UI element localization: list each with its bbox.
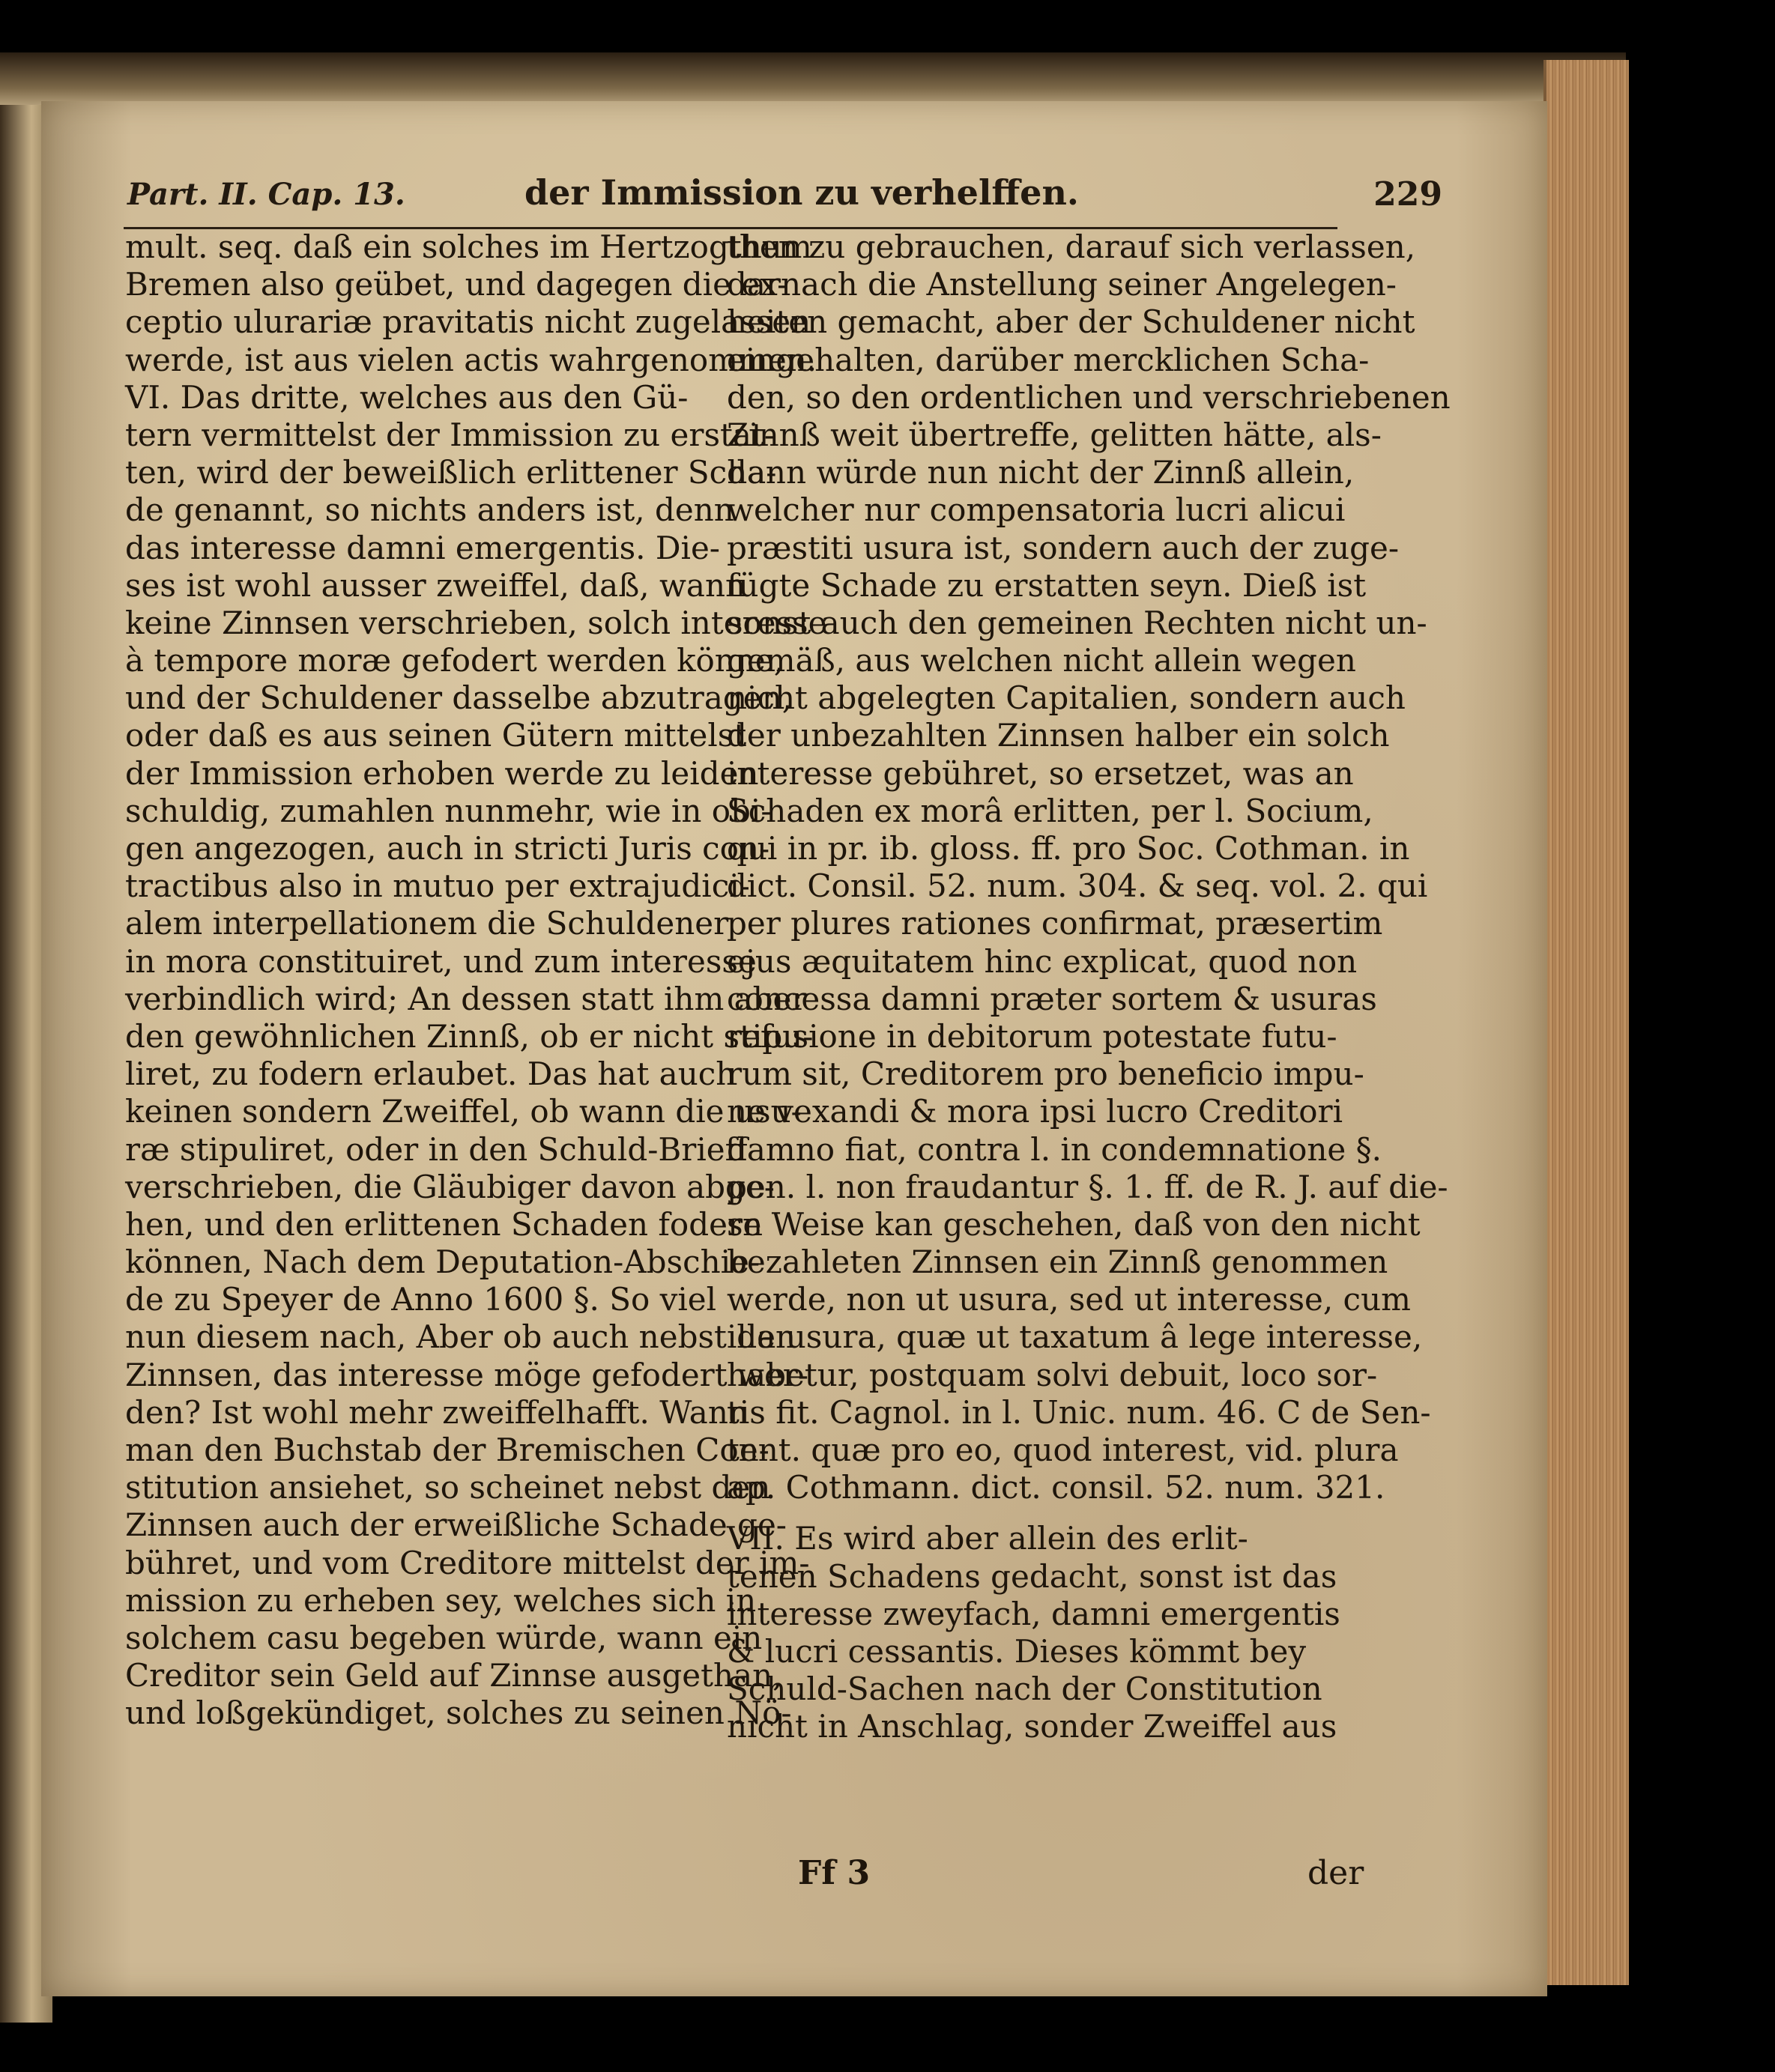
text-line: rum sit, Creditorem pro beneficio impu-: [727, 1055, 1364, 1093]
text-line: qui in pr. ib. gloss. ff. pro Soc. Cothman. in: [727, 830, 1410, 867]
text-line: sonst auch den gemeinen Rechten nicht un-: [727, 604, 1427, 641]
text-line: der Immission erhoben werde zu leiden: [125, 754, 759, 792]
page-number: 229: [1373, 175, 1442, 213]
text-line: ap. Cothmann. dict. consil. 52. num. 321.: [727, 1469, 1385, 1506]
text-line: dict. Consil. 52. num. 304. & seq. vol. 2. qui: [727, 867, 1428, 905]
text-line: den gewöhnlichen Zinnß, ob er nicht stipu-: [125, 1017, 814, 1055]
text-line: ræ stipuliret, oder in den Schuld-Brieff: [125, 1130, 748, 1168]
text-line: nun diesem nach, Aber ob auch nebst den: [125, 1318, 796, 1356]
text-line: Zinnsen, das interesse möge gefodert wer-: [125, 1356, 809, 1393]
text-line: ten, wird der beweißlich erlittener Scha-: [125, 454, 777, 491]
text-line: de zu Speyer de Anno 1600 §. So viel: [125, 1281, 717, 1318]
text-line: tern vermittelst der Immission zu erstat-: [125, 416, 775, 453]
text-line: concessa damni præter sortem & usuras: [727, 980, 1377, 1017]
text-line: illa usura, quæ ut taxatum â lege interesse,: [727, 1318, 1423, 1356]
text-line: interesse gebühret, so ersetzet, was an: [727, 754, 1354, 792]
text-line: à tempore moræ gefodert werden könne,: [125, 642, 784, 679]
text-line: alem interpellationem die Schuldener: [125, 905, 729, 942]
text-line: præstiti usura ist, sondern auch der zuge-: [727, 529, 1400, 566]
text-line: verschrieben, die Gläubiger davon abge-: [125, 1168, 775, 1205]
text-line: & lucri cessantis. Dieses kömmt bey: [727, 1632, 1307, 1670]
text-line: ne vexandi & mora ipsi lucro Creditori: [727, 1093, 1343, 1130]
text-line: mission zu erheben sey, welches sich in: [125, 1581, 757, 1619]
text-line: interesse zweyfach, damni emergentis: [727, 1595, 1340, 1632]
text-line: VII. Es wird aber allein des erlit-: [727, 1520, 1248, 1557]
text-line: Schuld-Sachen nach der Constitution: [727, 1670, 1322, 1708]
book-fore-edge: [1543, 60, 1629, 1985]
text-line: verbindlich wird; An dessen statt ihm aber: [125, 980, 807, 1017]
text-line: de genannt, so nichts anders ist, denn: [125, 491, 734, 529]
text-line: darnach die Anstellung seiner Angelegen-: [727, 266, 1397, 303]
text-line: habetur, postquam solvi debuit, loco sor-: [727, 1356, 1378, 1393]
text-line: tenen Schadens gedacht, sonst ist das: [727, 1557, 1337, 1595]
text-line: Creditor sein Geld auf Zinnse ausgethan,: [125, 1657, 783, 1694]
text-line: ceptio ulurariæ pravitatis nicht zugelassen: [125, 303, 811, 341]
text-line: man den Buchstab der Bremischen Con-: [125, 1432, 769, 1468]
catchword: der: [1307, 1854, 1364, 1892]
text-line: nicht abgelegten Capitalien, sondern auch: [727, 679, 1406, 717]
text-line: per plures rationes confirmat, præsertim: [727, 905, 1383, 942]
left-text-column: [125, 228, 827, 1733]
text-line: stitution ansiehet, so scheinet nebst den: [125, 1469, 771, 1506]
text-line: werde, non ut usura, sed ut interesse, cum: [727, 1281, 1411, 1318]
text-line: nicht in Anschlag, sonder Zweiffel aus: [727, 1708, 1337, 1745]
text-line: eingehalten, darüber mercklichen Scha-: [727, 341, 1370, 378]
text-line: bezahleten Zinnsen ein Zinnß genommen: [727, 1243, 1388, 1281]
text-line: damno fiat, contra l. in condemnatione §.: [727, 1130, 1382, 1168]
text-line: Bremen also geübet, und dagegen die ex-: [125, 266, 788, 303]
text-line: ejus æquitatem hinc explicat, quod non: [727, 942, 1358, 980]
text-line: fügte Schade zu erstatten seyn. Dieß ist: [727, 566, 1367, 604]
text-line: in mora constituiret, und zum interesse: [125, 942, 757, 980]
text-line: Zinnß weit übertreffe, gelitten hätte, als-: [727, 416, 1382, 453]
text-line: refusione in debitorum potestate futu-: [727, 1017, 1337, 1055]
text-line: Schaden ex morâ erlitten, per l. Socium,: [727, 792, 1373, 829]
page-paper: [41, 101, 1547, 1996]
text-line: tractibus also in mutuo per extrajudici-: [125, 867, 750, 905]
text-line: keine Zinnsen verschrieben, solch interesse: [125, 604, 827, 641]
text-line: tis fit. Cagnol. in l. Unic. num. 46. C de Sen-: [727, 1393, 1431, 1431]
header-part-chapter: Part. II. Cap. 13.: [127, 177, 405, 212]
header-title: der Immission zu verhelffen.: [524, 172, 1079, 213]
text-line: hen, und den erlittenen Schaden fodern: [125, 1205, 763, 1243]
text-line: können, Nach dem Deputation-Abschie-: [125, 1243, 761, 1281]
text-line: oder daß es aus seinen Gütern mittelst: [125, 717, 747, 754]
text-line: bühret, und vom Creditore mittelst der im-: [125, 1544, 810, 1581]
text-line: VI. Das dritte, welches aus den Gü-: [125, 378, 689, 416]
text-line: tent. quæ pro eo, quod interest, vid. plura: [727, 1432, 1399, 1468]
text-line: das interesse damni emergentis. Die-: [125, 529, 721, 566]
text-line: ses ist wohl ausser zweiffel, daß, wann: [125, 566, 746, 604]
text-line: then zu gebrauchen, darauf sich verlassen,: [727, 228, 1416, 265]
text-line: den? Ist wohl mehr zweiffelhafft. Wann: [125, 1393, 749, 1431]
running-header: [41, 172, 1547, 225]
text-line: heiten gemacht, aber der Schuldener nicht: [727, 303, 1415, 341]
signature-mark: Ff 3: [798, 1854, 871, 1892]
text-line: pen. l. non fraudantur §. 1. ff. de R. J. auf die-: [727, 1168, 1448, 1205]
text-line: mult. seq. daß ein solches im Hertzogthum: [125, 228, 812, 265]
text-line: gemäß, aus welchen nicht allein wegen: [727, 642, 1356, 679]
paragraph-gap: [727, 1506, 1326, 1520]
text-line: keinen sondern Zweiffel, ob wann die usu-: [125, 1093, 802, 1130]
text-line: und der Schuldener dasselbe abzutragen,: [125, 679, 793, 717]
text-line: gen angezogen, auch in stricti Juris con-: [125, 830, 770, 867]
text-line: welcher nur compensatoria lucri alicui: [727, 491, 1346, 529]
text-line: solchem casu begeben würde, wann ein: [125, 1619, 763, 1656]
text-line: schuldig, zumahlen nunmehr, wie in obi-: [125, 792, 772, 829]
text-line: werde, ist aus vielen actis wahrgenommen.: [125, 341, 817, 378]
text-line: Zinnsen auch der erweißliche Schade ge-: [125, 1506, 787, 1544]
text-line: dann würde nun nicht der Zinnß allein,: [727, 454, 1355, 491]
text-line: und loßgekündiget, solches zu seinen Nö-: [125, 1694, 792, 1732]
text-line: liret, zu fodern erlaubet. Das hat auch: [125, 1055, 737, 1093]
text-line: se Weise kan geschehen, daß von den nicht: [727, 1205, 1421, 1243]
text-line: der unbezahlten Zinnsen halber ein solch: [727, 717, 1390, 754]
text-line: den, so den ordentlichen und verschriebenen: [727, 378, 1451, 416]
right-text-column: [727, 228, 1451, 1746]
